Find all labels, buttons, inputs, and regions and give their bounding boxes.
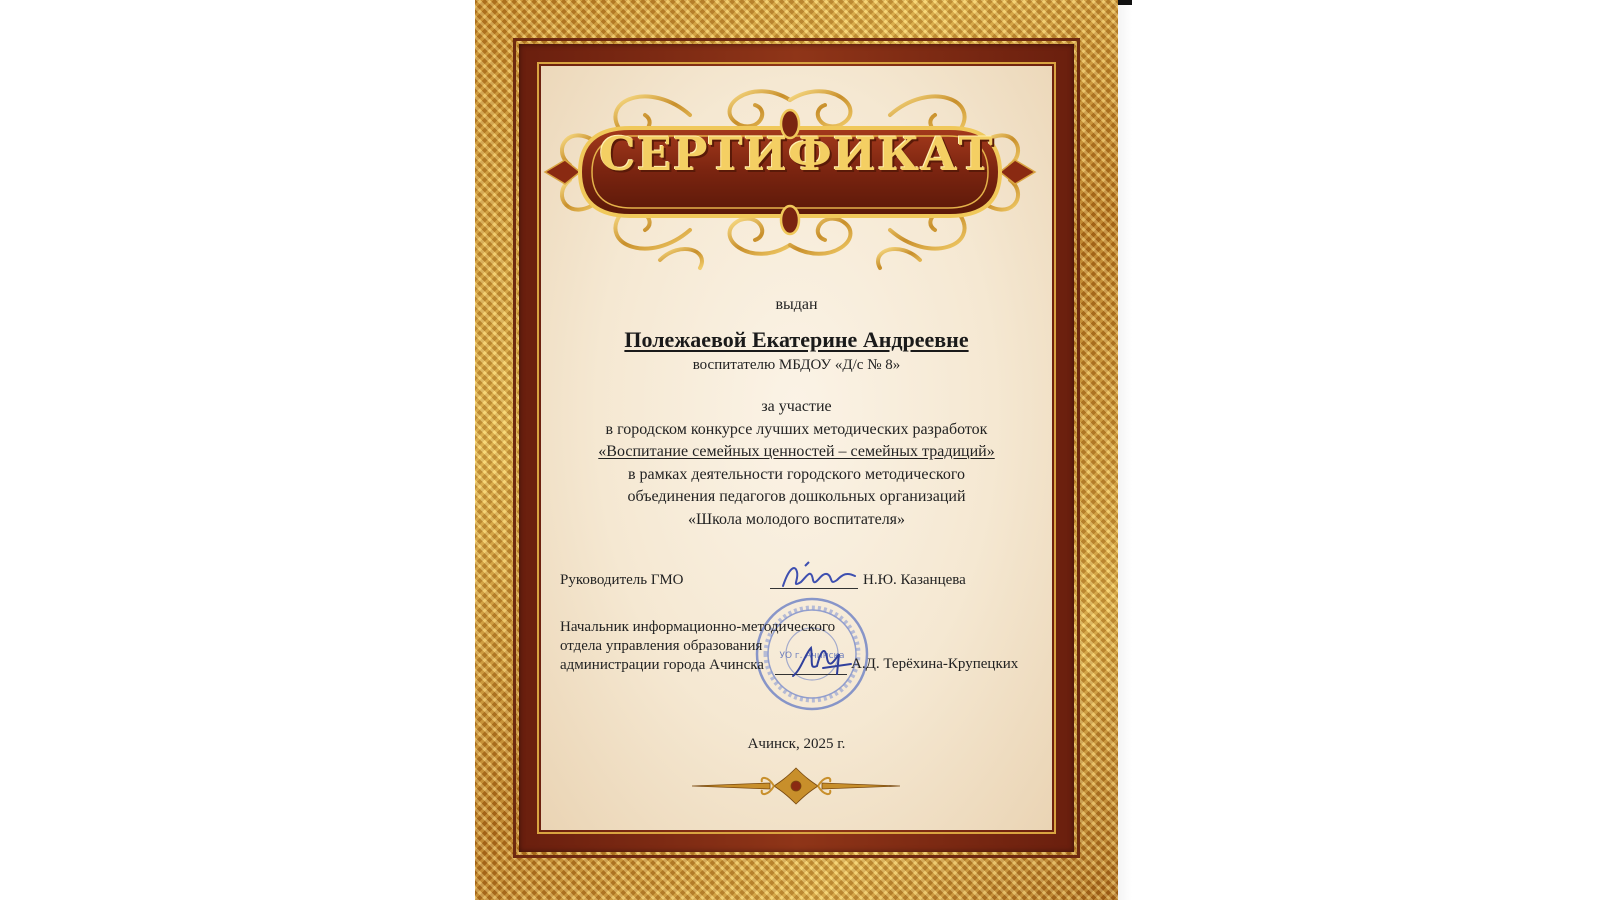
bottom-ornament-icon [690, 764, 902, 808]
chief-title-line: администрации города Ачинска [560, 657, 764, 673]
scan-edge [1118, 0, 1132, 900]
recipient-position: воспитателю МБДОУ «Д/с № 8» [692, 357, 901, 373]
certificate-title: СЕРТИФИКАТ [599, 127, 994, 181]
issued-label: выдан [775, 296, 818, 313]
certificate [475, 0, 1118, 900]
recipient-name: Полежаевой Екатерине Андреевне [624, 327, 969, 352]
reason-line: за участие [761, 398, 832, 415]
place-date: Ачинск, 2025 г. [747, 736, 846, 752]
scan-corner-mark [1118, 0, 1132, 5]
contest-title: «Воспитание семейных ценностей – семейных традиций» [598, 443, 995, 460]
handwritten-signature [787, 640, 857, 684]
stamp-text: УО г. Ачинска [779, 651, 845, 661]
award-reason [541, 396, 1052, 531]
reason-line: в рамках деятельности городского методического [627, 465, 966, 483]
head-title: Руководитель ГМО [560, 572, 684, 588]
head-name: Н.Ю. Казанцева [863, 572, 966, 588]
reason-line: объединения педагогов дошкольных организаций [627, 488, 966, 505]
chief-title-line: отдела управления образования [560, 638, 763, 654]
chief-name: А.Д. Терёхина-Крупецких [851, 656, 1019, 672]
chief-title-line: Начальник информационно-методического [560, 619, 836, 635]
handwritten-signature [775, 558, 860, 594]
reason-line: в городском конкурсе лучших методических разработок [605, 420, 988, 438]
reason-line: «Школа молодого воспитателя» [687, 510, 906, 528]
